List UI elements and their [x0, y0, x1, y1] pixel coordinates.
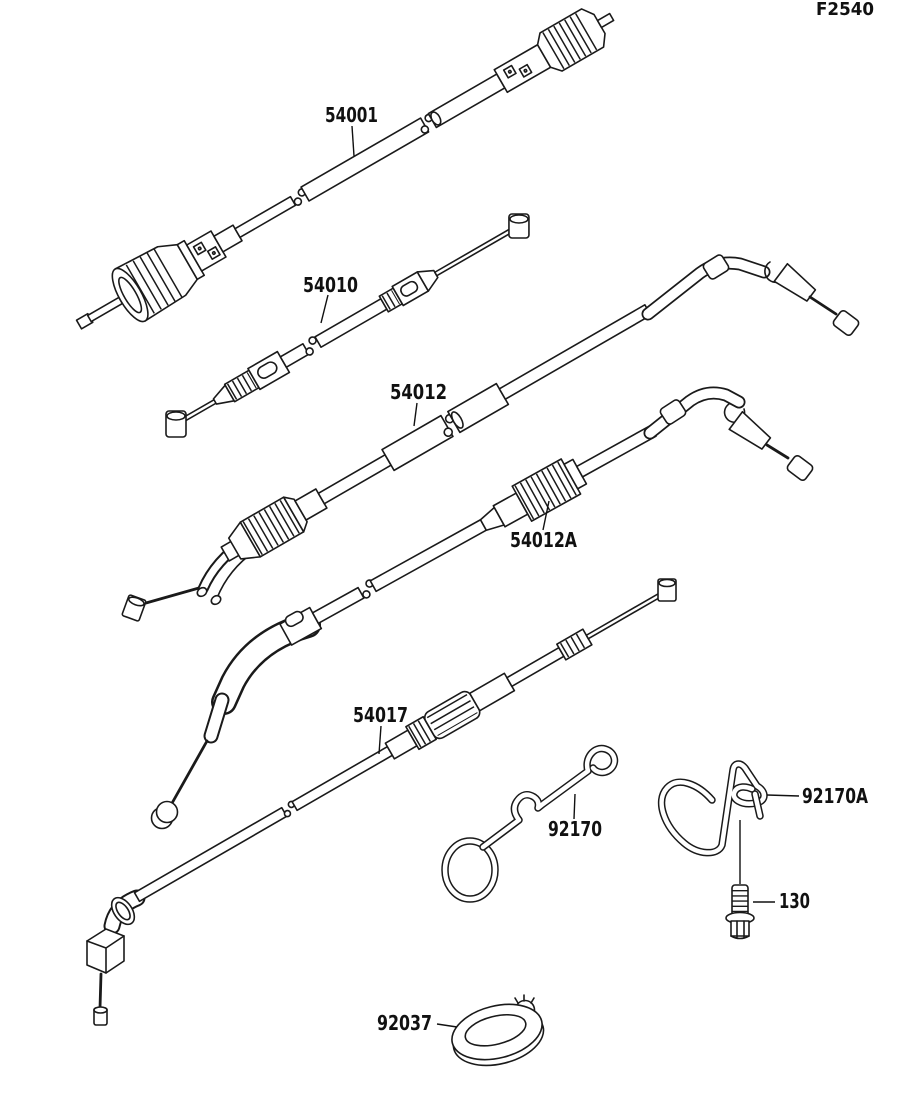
part-label-92037: 92037 — [377, 1011, 432, 1035]
speedometer-cable-54001-drawing — [64, 0, 627, 350]
cable-54017-drawing — [87, 571, 686, 1025]
part-label-92170: 92170 — [548, 817, 602, 841]
part-label-54012a: 54012A — [510, 528, 578, 552]
fiche-code-label: F2540 — [816, 0, 874, 20]
part-label-54012: 54012 — [390, 380, 447, 404]
cable-band-92037-drawing — [446, 995, 549, 1074]
throttle-cable-54012a-drawing — [152, 393, 815, 829]
part-label-92170a: 92170A — [802, 784, 869, 808]
part-label-54010: 54010 — [303, 273, 358, 297]
part-label-130: 130 — [779, 889, 810, 913]
bolt-130-drawing — [726, 885, 754, 939]
part-label-54017: 54017 — [353, 703, 408, 727]
cable-clamp-92170a-drawing — [662, 764, 764, 853]
part-label-54001: 54001 — [325, 103, 378, 127]
